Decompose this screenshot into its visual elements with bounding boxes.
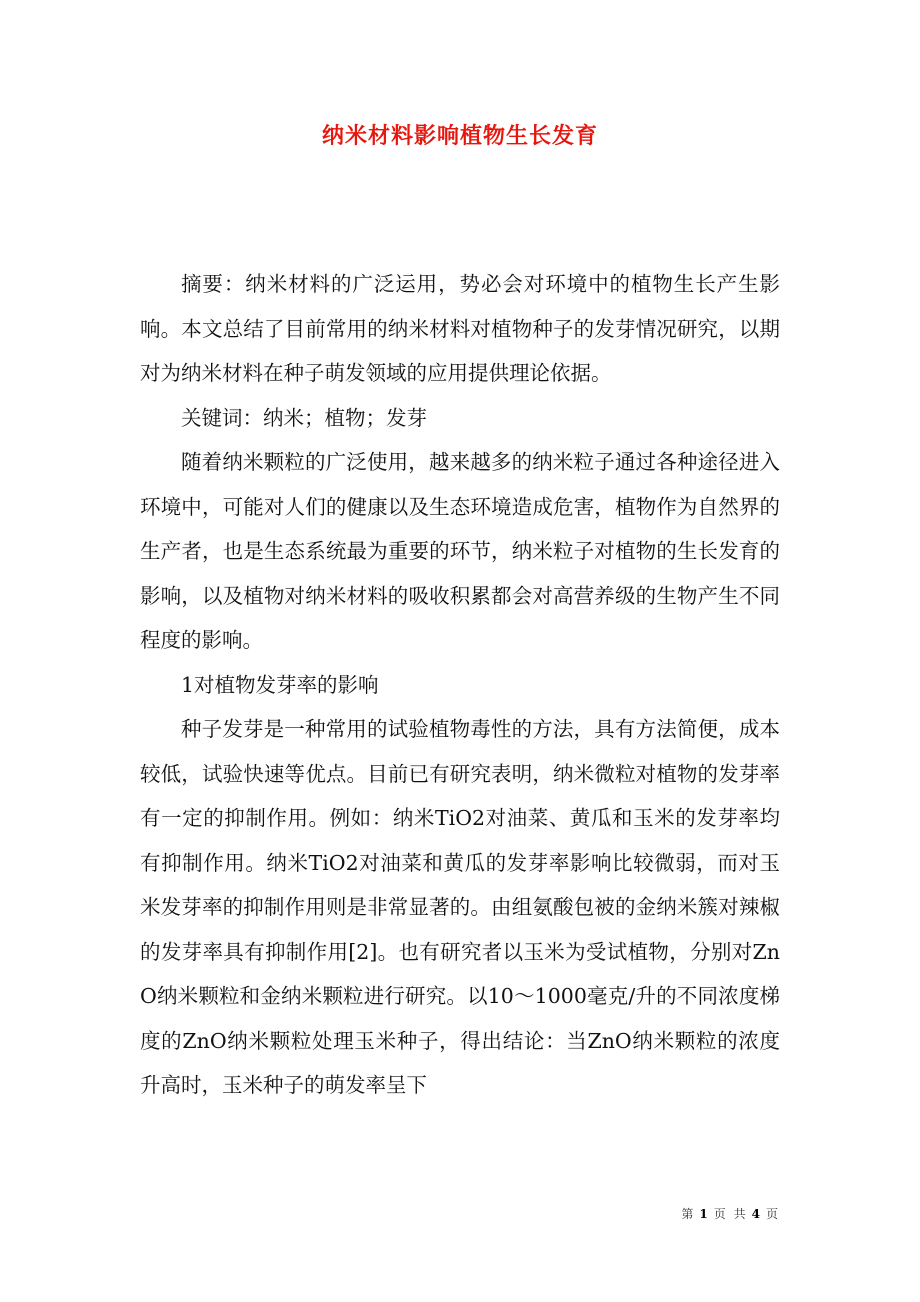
section-paragraph: 种子发芽是一种常用的试验植物毒性的方法，具有方法简便，成本较低，试验快速等优点。目前已有研究表明，纳米微粒对植物的发芽率有一定的抑制作用。例如：纳米TiO2对油菜、黄瓜和玉米的发芽率均有抑制作用。纳米TiO2对油菜和黄瓜的发芽率影响比较微弱，而对玉米发芽率的抑制作用则是非常显著的。由组氨酸包被的金纳米簇对辣椒的发芽率具有抑制作用[2]。也有研究者以玉米为受试植物，分别对ZnO纳米颗粒和金纳米颗粒进行研究。以10～1000毫克/升的不同浓度梯度的ZnO纳米颗粒处理玉米种子，得出结论：当ZnO纳米颗粒的浓度升高时，玉米种子的萌发率呈下	[140, 717, 780, 1097]
section-heading: 1对植物发芽率的影响	[181, 672, 379, 697]
footer-prefix: 第	[681, 1207, 694, 1221]
footer-total-pages: 4	[751, 1207, 760, 1221]
keywords-paragraph: 关键词：纳米；植物；发芽	[181, 405, 427, 430]
page-footer	[679, 1206, 780, 1222]
footer-page-number: 1	[699, 1207, 708, 1221]
intro-paragraph: 随着纳米颗粒的广泛使用，越来越多的纳米粒子通过各种途径进入环境中，可能对人们的健康以及生态环境造成危害，植物作为自然界的生产者，也是生态系统最为重要的环节，纳米粒子对植物的生长发育的影响，以及植物对纳米材料的吸收积累都会对高营养级的生物产生不同程度的影响。	[140, 450, 780, 652]
footer-total-prefix: 共	[733, 1207, 746, 1221]
document-body	[140, 262, 780, 1108]
document-title: 纳米材料影响植物生长发育	[321, 123, 598, 149]
abstract-paragraph: 摘要：纳米材料的广泛运用，势必会对环境中的植物生长产生影响。本文总结了目前常用的纳米材料对植物种子的发芽情况研究，以期对为纳米材料在种子萌发领域的应用提供理论依据。	[140, 272, 780, 385]
footer-total-unit: 页	[765, 1207, 778, 1221]
footer-page-unit: 页	[713, 1207, 726, 1221]
